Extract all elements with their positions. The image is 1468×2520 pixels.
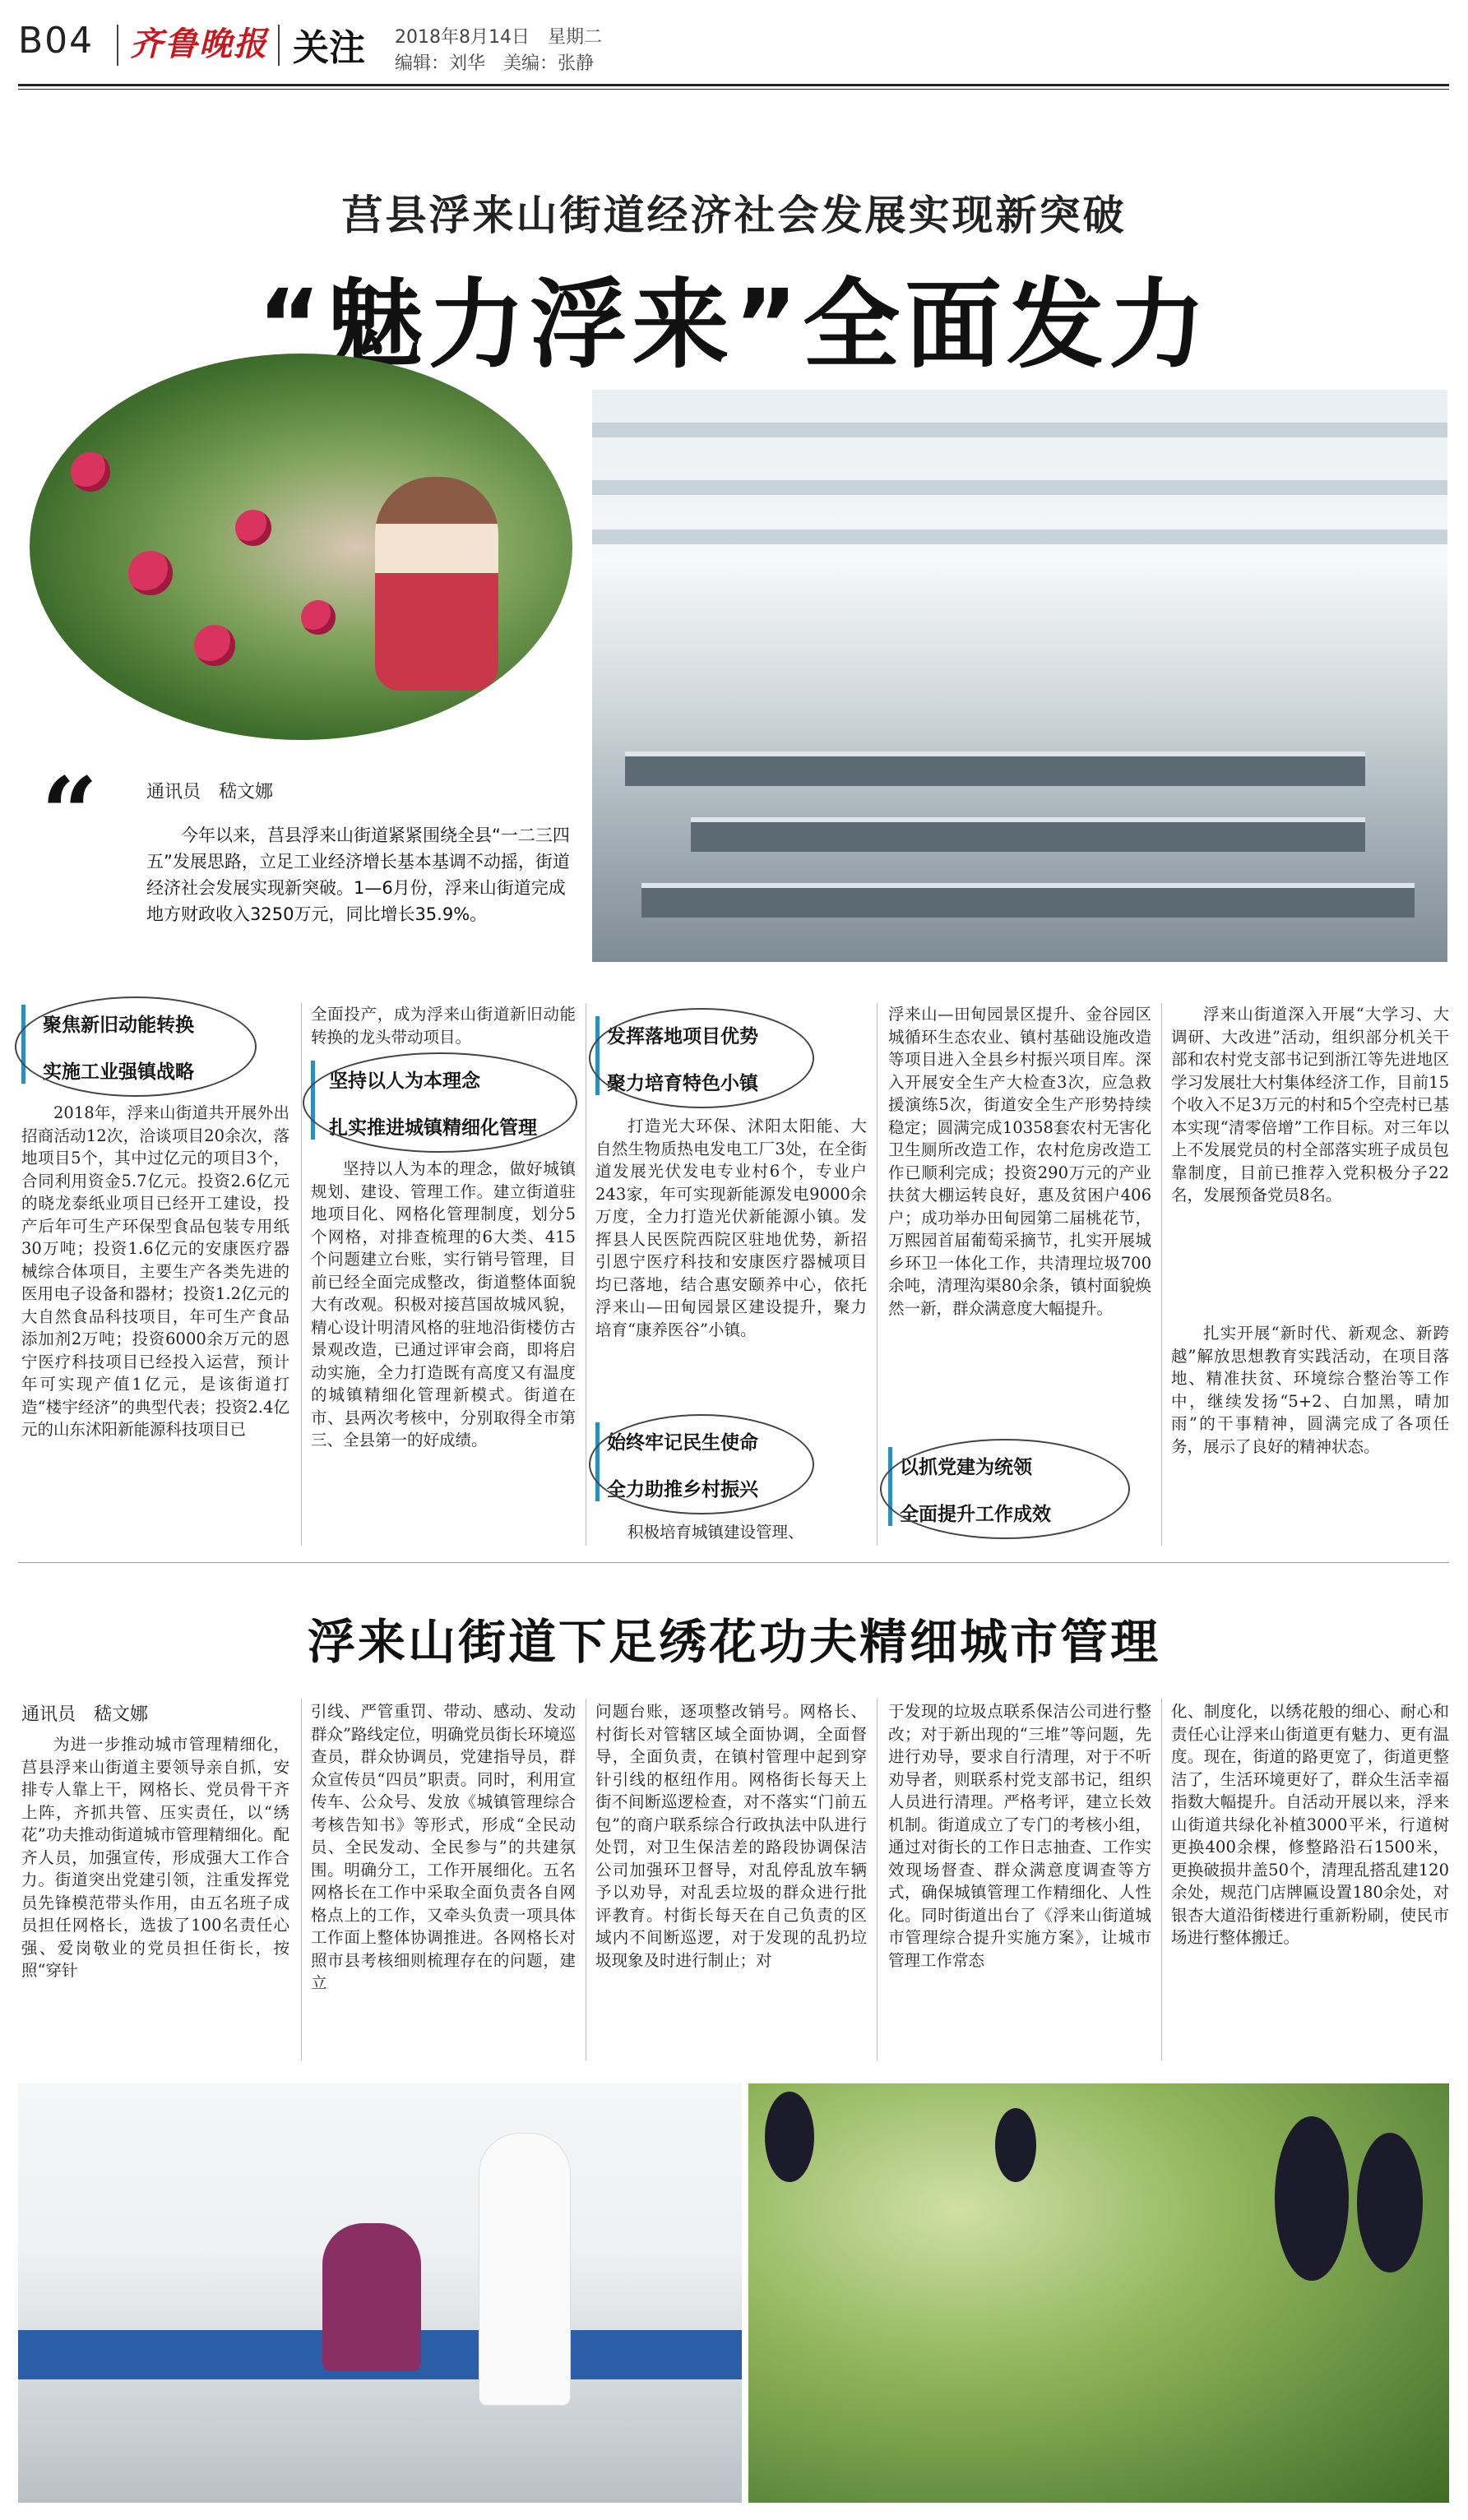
column-divider — [1161, 1699, 1162, 2060]
issue-date: 2018年8月14日 星期二 — [395, 27, 602, 48]
section-name: 关注 — [293, 27, 365, 69]
article-title: “魅力浮来”全面发力 — [257, 268, 1211, 381]
column-divider — [1161, 1003, 1162, 1546]
article2-title: 浮来山街道下足绣花功夫精细城市管理 — [307, 1614, 1160, 1670]
article-column: 浮来山街道深入开展“大学习、大调研、大改进”活动，组织部分机关干部和农村党支部书记到浙江等先进地区学习发展壮大村集体经济工作，目前15个收入不足3万元的村和5个空壳村已基本实现“清零倍增”工作目标。对三年以上不发展党员的村全部落实班子成员包靠制度，目前已推荐入党积极分子22名，发展预备党员8名。 — [1171, 1005, 1449, 1205]
section-heading: 以抓党建为统领 全面提升工作成效 — [888, 1447, 1051, 1526]
column-divider — [301, 1003, 302, 1546]
article-divider — [18, 1562, 1449, 1563]
article-column: 扎实开展“新时代、新观念、新跨越”解放思想教育实践活动，在项目落地、精准扶贫、环境综合整治等工作中，继续发扬“5+2、白加黑，晴加雨”的干事精神，圆满完成了各项任务，展示了良好的精神状态。 — [1171, 1324, 1449, 1456]
section-heading: 聚焦新旧动能转换 实施工业强镇战略 — [21, 1005, 194, 1084]
lab-photo — [18, 2083, 742, 2503]
header-rule — [18, 89, 1449, 90]
column-divider — [877, 1699, 878, 2060]
article-column: 问题台账，逐项整改销号。网格长、村街长对管辖区域全面协调，全面督导，全面负责，在镇村管理中起到穿针引线的枢纽作用。网格街长每天上街不间断巡逻检查，对不落实“门前五包”的商户联系综合行政执法中队进行处罚，对卫生保洁差的路段协调保洁公司加强环卫督导，对乱停乱放车辆予以劝导，对乱丢垃圾的群众进行批评教育。村街长每天在自己负责的区域内不间断巡逻，对于发现的乱扔垃圾现象及时进行制止；对 — [595, 1702, 867, 1970]
byline: 通讯员 嵇文娜 — [21, 1704, 149, 1725]
newspaper-logo: 齐鲁晚报 — [130, 25, 268, 63]
editor-credits: 编辑：刘华 美编：张静 — [395, 53, 595, 74]
article-column: 浮来山—田甸园景区提升、金谷园区城循环生态农业、镇村基础设施改造等项目进入全县乡村振兴项目库。深入开展安全生产大检查3次，应急救援演练5次，街道安全生产形势持续稳定；圆满完成10358套农村无害化卫生厕所改造工作，农村危房改造工作已顺利完成；投资290万元的产业扶贫大棚运转良好，惠及贫困户406户；成功举办田甸园第二届桃花节，万熙园首届葡萄采摘节，扎实开展城乡环卫一体化工作，共清理垃圾700余吨，清理沟渠80余条，镇村面貌焕然一新，群众满意度大幅提升。 — [888, 1005, 1151, 1318]
article-column: 于发现的垃圾点联系保洁公司进行整改；对于新出现的“三堆”等问题，先进行劝导，要求自行清理，对于不听劝导者，则联系村党支部书记，组织人员进行清理。严格考评，建立长效机制。街道成立了专门的考核小组，通过对街长的工作日志抽查、工作实效现场督查、群众满意度调查等方式，确保城镇管理工作精细化、人性化。同时街道出台了《浮来山街道城市管理综合提升实施方案》，让城市管理工作常态 — [888, 1702, 1151, 1970]
article-column: 为进一步推动城市管理精细化，莒县浮来山街道主要领导亲自抓，安排专人靠上干，网格长、党员骨干齐上阵，齐抓共管、压实责任，以“绣花”功夫推动街道城市管理精细化。配齐人员，加强宣传，形成强大工作合力。街道突出党建引领，注重发挥党员先锋模范带头作用，由五名班子成员担任网格长，选拔了100名责任心强、爱岗敬业的党员担任街长，按照“穿针 — [21, 1735, 289, 1980]
section-heading: 发挥落地项目优势 聚力培育特色小镇 — [595, 1016, 758, 1095]
article-column: 2018年，浮来山街道共开展外出招商活动12次，洽谈项目20余次，落地项目5个，其中过亿元的项目3个，合同利用资金5.7亿元。投资2.6亿元的晓龙泰纸业项目已经开工建设，投产后年可生产环保型食品包装专用纸30万吨；投资1.6亿元的安康医疗器械综合体项目，主要生产各类先进的医用电子设备和器材；投资1.2亿元的大自然食品科技项目，年可生产食品添加剂2万吨；投资6000余万元的恩宁医疗科技项目已经投入运营，预计年可实现产值1亿元，是该街道打造“楼宇经济”的典型代表；投资2.4亿元的山东沭阳新能源科技项目已 — [21, 1103, 289, 1439]
page-number: B04 — [18, 20, 95, 62]
lead-paragraph: 今年以来，莒县浮来山街道紧紧围绕全县“一二三四五”发展思路，立足工业经济增长基本基调不动摇，街道经济社会发展实现新突破。1—6月份，浮来山街道完成地方财政收入3250万元，同比增长35.9%。 — [146, 825, 570, 924]
section-heading: 坚持以人为本理念 扎实推进城镇精细化管理 — [311, 1061, 537, 1140]
article-subtitle: 莒县浮来山街道经济社会发展实现新突破 — [341, 192, 1127, 239]
article-column: 坚持以人为本的理念，做好城镇规划、建设、管理工作。建立街道驻地项目化、网格化管理制度，划分5个网格，对排查梳理的6大类、415个问题建立台账，实行销号管理，目前已经全面完成整改，街道整体面貌大有改观。积极对接莒国故城风貌，精心设计明清风格的驻地沿街楼仿古景观改造，已通过评审会商，即将启动实施，全力打造既有高度又有温度的城镇精细化管理新模式。街道在市、县两次考核中，分别取得全市第三、全县第一的好成绩。 — [311, 1159, 576, 1450]
grape-picking-photo — [748, 2083, 1449, 2503]
byline: 通讯员 嵇文娜 — [146, 782, 274, 802]
article-column: 全面投产，成为浮来山街道新旧动能转换的龙头带动项目。 — [311, 1005, 576, 1047]
header-divider — [278, 25, 280, 66]
article-column: 化、制度化，以绣花般的细心、耐心和责任心让浮来山街道更有魅力、更有温度。现在，街道的路更宽了，街道更整洁了，生活环境更好了，群众生活幸福指数大幅提升。自活动开展以来，浮来山街道共绿化补植3000平米，行道树更换400余棵，修整路沿石1500米，更换破损井盖50个，清理乱搭乱建120余处，规范门店牌匾设置180余处，对银杏大道沿街楼进行重新粉刷，使民市场进行整体搬迁。 — [1171, 1702, 1449, 1947]
header-divider — [117, 25, 118, 66]
factory-photo — [592, 390, 1447, 962]
article-column: 打造光大环保、沭阳太阳能、大自然生物质热电发电工厂3处，在全街道发展光伏发电专业村6个，专业户243家，年可实现新能源发电9000余万度，全力打造光伏新能源小镇。发挥县人民医院西院区驻地优势，新招引恩宁医疗科技和安康医疗器械项目均已落地，结合惠安颐养中心，依托浮来山—田甸园景区建设提升，聚力培育“康养医谷”小镇。 — [595, 1117, 867, 1339]
section-heading: 始终牢记民生使命 全力助推乡村振兴 — [595, 1422, 758, 1501]
quote-mark-icon: “ — [41, 756, 99, 872]
dragonfruit-photo — [30, 354, 572, 740]
column-divider — [877, 1003, 878, 1546]
article-column: 积极培育城镇建设管理、 — [627, 1523, 804, 1542]
column-divider — [301, 1699, 302, 2060]
article-column: 引线、严管重罚、带动、感动、发动群众”路线定位，明确党员街长环境巡查员，群众协调员，党建指导员，群众宣传员“四员”职责。同时，利用宣传车、公众号、发放《城镇管理综合考核告知书》等形式，形成“全民动员、全民发动、全民参与”的共建氛围。明确分工，工作开展细化。五名网格长在工作中采取全面负责各自网格点上的工作，又牵头负责一项具体工作面上整体协调推进。各网格长对照市县考核细则梳理存在的问题，建立 — [311, 1702, 576, 1992]
header-rule — [18, 84, 1449, 86]
